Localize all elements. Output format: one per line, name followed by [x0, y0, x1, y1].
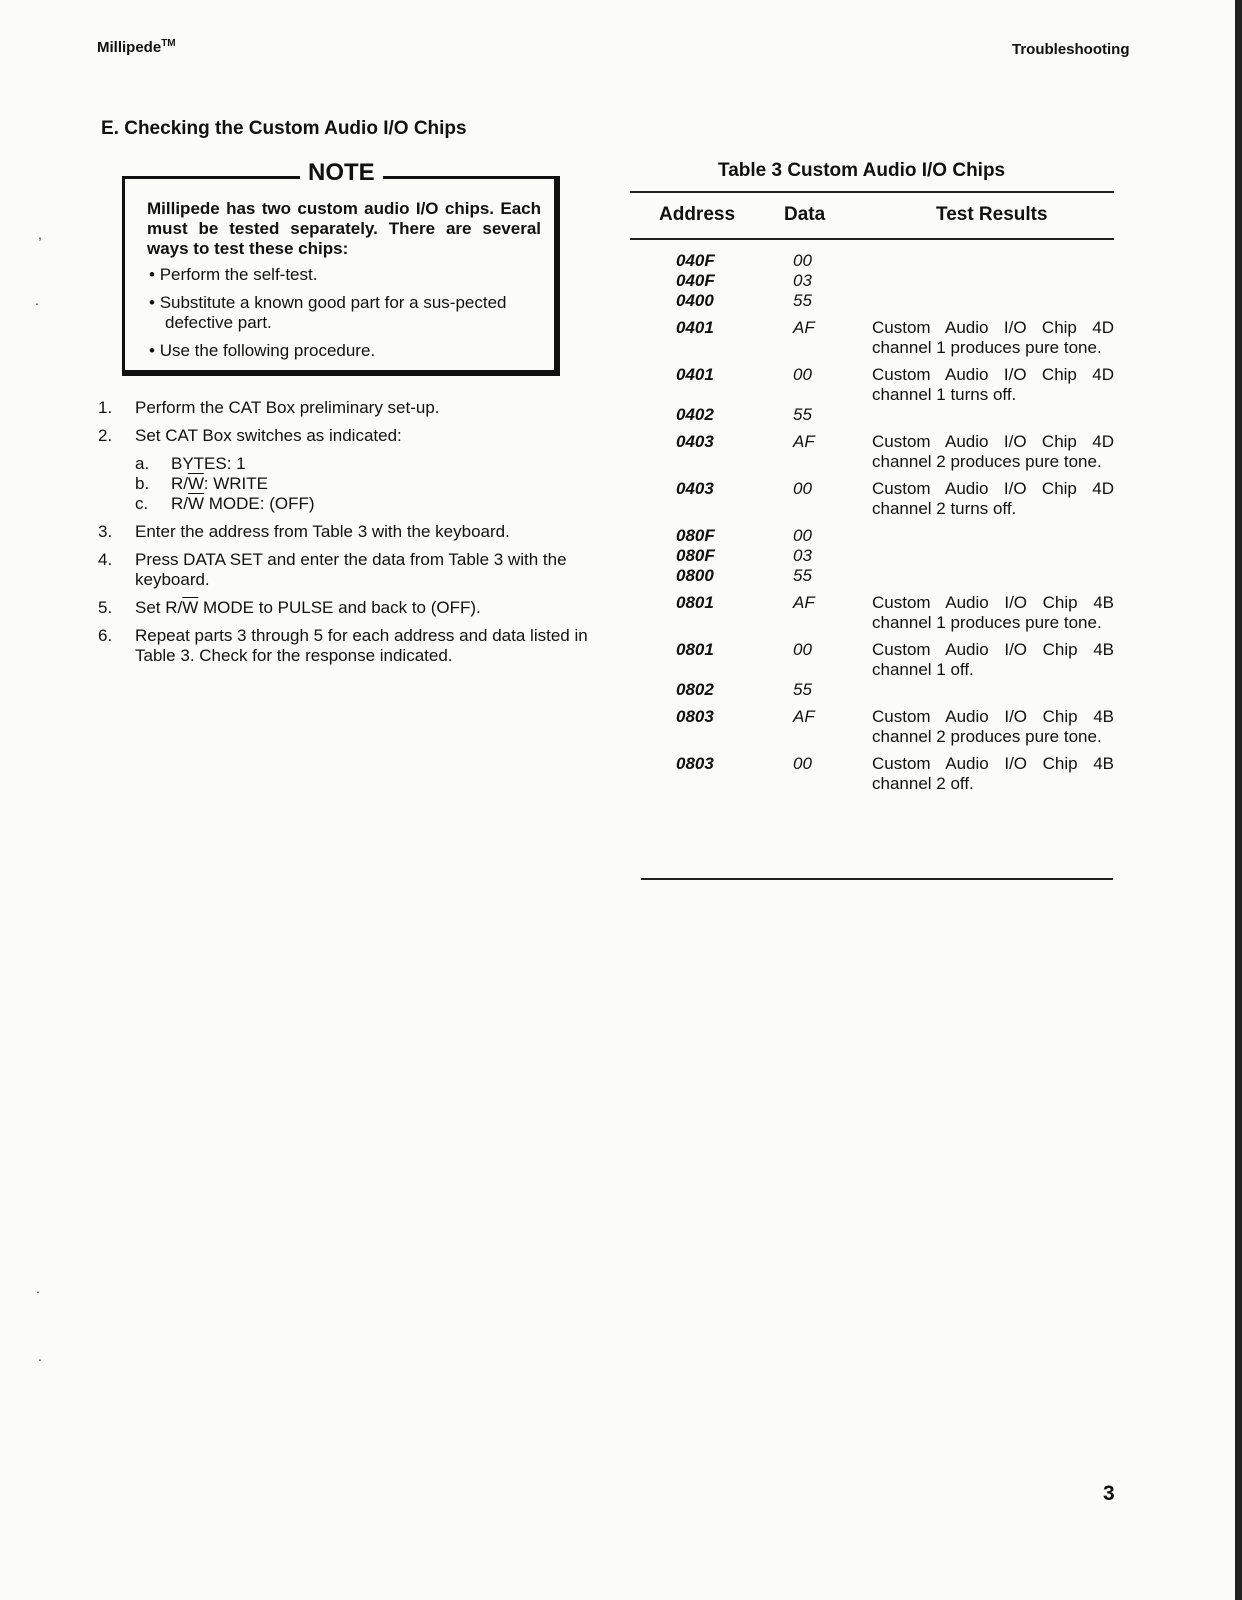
address-cell: 080F — [676, 526, 715, 545]
note-bullet-list — [149, 265, 539, 369]
procedure-steps — [98, 398, 598, 674]
scan-speck: . — [36, 1280, 40, 1296]
note-text: Millipede has two custom audio I/O chips. Each must be tested separately. There are several ways to test these chips: — [147, 199, 541, 258]
scan-speck: , — [38, 226, 42, 242]
address-cell: 080F — [676, 546, 715, 565]
table-row — [676, 546, 1116, 566]
switch-setting-text: R/ — [171, 474, 188, 493]
switch-setting-value: MODE: (OFF) — [204, 494, 315, 513]
switch-setting-text: BYTES: 1 — [171, 454, 246, 473]
column-header-address: Address — [659, 204, 736, 225]
step-number: 2. — [98, 426, 113, 445]
test-result-cell: Custom Audio I/O Chip 4B channel 1 off. — [872, 640, 1114, 679]
procedure-step — [98, 426, 598, 514]
switch-settings-list — [135, 454, 598, 514]
test-result-cell: Custom Audio I/O Chip 4B channel 1 produces pure tone. — [872, 593, 1114, 632]
data-cell: AF — [793, 707, 815, 726]
running-header-section: Troubleshooting — [1012, 41, 1130, 58]
data-cell: 00 — [793, 754, 812, 773]
table-row — [676, 479, 1116, 519]
switch-setting — [135, 474, 598, 494]
table-row — [676, 593, 1116, 633]
data-cell: 55 — [793, 405, 812, 424]
address-cell: 0401 — [676, 365, 714, 384]
table-top-rule — [630, 191, 1114, 193]
procedure-step — [98, 550, 598, 590]
table-row — [676, 405, 1116, 425]
table-row — [676, 680, 1116, 700]
scan-speck: . — [35, 292, 39, 308]
procedure-step — [98, 598, 598, 618]
scan-speck: . — [38, 1348, 42, 1364]
running-header-title: Millipede™ — [97, 38, 176, 56]
table-row — [676, 754, 1116, 794]
test-result-cell: Custom Audio I/O Chip 4D channel 1 turns off. — [872, 365, 1114, 404]
step-number: 3. — [98, 522, 113, 541]
step-text: Enter the address from Table 3 with the keyboard. — [135, 522, 510, 541]
procedure-step — [98, 398, 598, 418]
overlined-w: $\overline{W}$ — [188, 474, 204, 493]
address-cell: 0402 — [676, 405, 714, 424]
overlined-w: $\overline{W}$ — [188, 494, 205, 513]
note-box — [122, 159, 560, 376]
data-cell: 55 — [793, 680, 812, 699]
data-cell: 00 — [793, 526, 812, 545]
substep-letter: c. — [135, 494, 149, 513]
substep-letter: b. — [135, 474, 150, 493]
switch-setting-value: : WRITE — [203, 474, 268, 493]
table-bottom-rule — [641, 878, 1113, 880]
address-cell: 040F — [676, 271, 715, 290]
test-result-cell: Custom Audio I/O Chip 4B channel 2 produces pure tone. — [872, 707, 1114, 746]
step-text-tail: MODE to PULSE and back to (OFF). — [198, 598, 481, 617]
address-cell: 0803 — [676, 707, 714, 726]
address-cell: 0400 — [676, 291, 714, 310]
test-result-cell: Custom Audio I/O Chip 4B channel 2 off. — [872, 754, 1114, 793]
table-row — [676, 251, 1116, 271]
data-cell: 55 — [793, 566, 812, 585]
table-row — [676, 526, 1116, 546]
note-title: NOTE — [300, 159, 383, 187]
table-row — [676, 318, 1116, 358]
data-cell: AF — [793, 593, 815, 612]
address-cell: 0803 — [676, 754, 714, 773]
data-cell: AF — [793, 432, 815, 451]
address-cell: 0802 — [676, 680, 714, 699]
address-cell: 0403 — [676, 479, 714, 498]
switch-setting-text: R/ — [171, 494, 188, 513]
test-result-cell: Custom Audio I/O Chip 4D channel 2 produces pure tone. — [872, 432, 1114, 471]
address-cell: 0801 — [676, 640, 714, 659]
step-text: Set CAT Box switches as indicated: — [135, 426, 402, 445]
data-cell: 00 — [793, 479, 812, 498]
page-edge-shadow — [1235, 0, 1242, 1600]
table-title: Table 3 Custom Audio I/O Chips — [718, 160, 1006, 181]
switch-setting — [135, 494, 598, 514]
data-cell: 03 — [793, 271, 812, 290]
note-bullet: • Use the following procedure. — [149, 341, 539, 361]
table-row — [676, 271, 1116, 291]
table-row — [676, 432, 1116, 472]
column-header-data: Data — [784, 204, 826, 225]
page-number: 3 — [1103, 1482, 1115, 1505]
data-cell: 03 — [793, 546, 812, 565]
step-number: 6. — [98, 626, 113, 645]
step-text: Press DATA SET and enter the data from Table 3 with the keyboard. — [135, 550, 567, 589]
table-row — [676, 365, 1116, 405]
test-result-cell: Custom Audio I/O Chip 4D channel 1 produces pure tone. — [872, 318, 1114, 357]
address-cell: 0800 — [676, 566, 714, 585]
step-number: 5. — [98, 598, 113, 617]
table-row — [676, 640, 1116, 680]
note-bullet: • Substitute a known good part for a sus-pected defective part. — [149, 293, 539, 333]
step-number: 1. — [98, 398, 113, 417]
address-cell: 0403 — [676, 432, 714, 451]
table-row — [676, 566, 1116, 586]
step-text: Perform the CAT Box preliminary set-up. — [135, 398, 440, 417]
procedure-step — [98, 522, 598, 542]
step-number: 4. — [98, 550, 113, 569]
address-cell: 0801 — [676, 593, 714, 612]
table-body — [676, 251, 1116, 794]
step-text: Set R/ — [135, 598, 183, 617]
data-cell: 00 — [793, 251, 812, 270]
data-cell: 55 — [793, 291, 812, 310]
overlined-w: $\overline{W}$ — [182, 598, 199, 617]
note-bullet: • Perform the self-test. — [149, 265, 539, 285]
address-cell: 040F — [676, 251, 715, 270]
table-header-rule — [630, 238, 1114, 240]
data-cell: 00 — [793, 640, 812, 659]
test-result-cell: Custom Audio I/O Chip 4D channel 2 turns off. — [872, 479, 1114, 518]
data-cell: 00 — [793, 365, 812, 384]
step-text: Repeat parts 3 through 5 for each address and data listed in Table 3. Check for the response indicated. — [135, 626, 588, 665]
section-heading: E. Checking the Custom Audio I/O Chips — [101, 118, 467, 139]
data-cell: AF — [793, 318, 815, 337]
switch-setting — [135, 454, 598, 474]
substep-letter: a. — [135, 454, 150, 473]
table-row — [676, 291, 1116, 311]
column-header-test-results: Test Results — [936, 204, 1048, 225]
address-cell: 0401 — [676, 318, 714, 337]
table-row — [676, 707, 1116, 747]
procedure-step — [98, 626, 598, 666]
